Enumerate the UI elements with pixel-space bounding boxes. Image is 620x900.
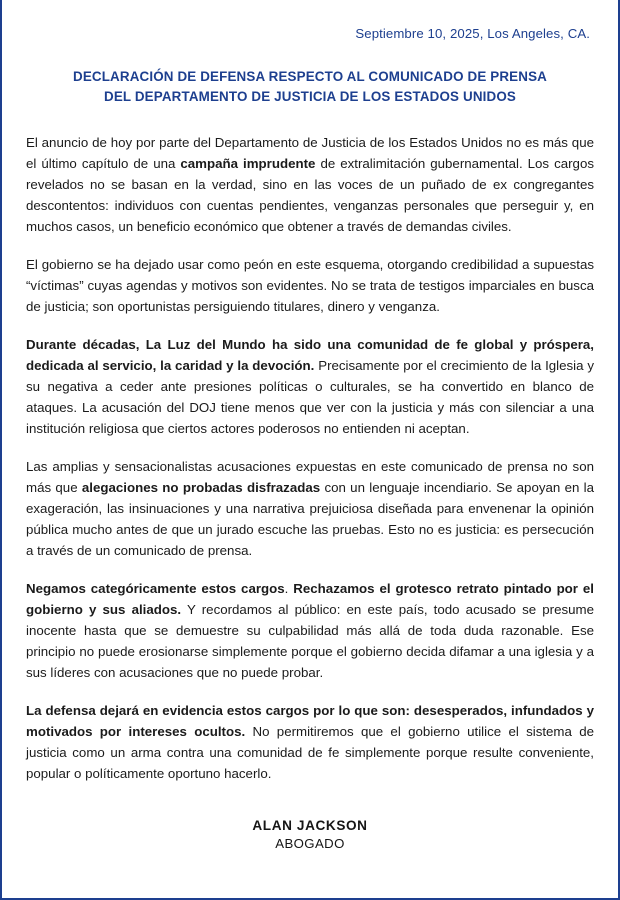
body-text: El anuncio de hoy por parte del Departamento de Justicia de los Estados Unidos no es más que el último capítulo de una xyxy=(26,134,594,171)
emphasis-text: Durante décadas, La Luz del Mundo ha sido una comunidad de fe global y próspera, dedicada al servicio, la caridad y la devoción. xyxy=(26,336,594,373)
body-text: El gobierno se ha dejado usar como peón en este esquema, otorgando credibilidad a supuestas “víctimas” cuyas agendas y motivos son evidentes. No se trata de testigos imparciales en busca de justicia; son oportunistas persiguiendo titulares, dinero y venganza. xyxy=(26,256,594,314)
emphasis-text: Negamos categóricamente estos cargos xyxy=(26,580,285,596)
paragraph xyxy=(26,578,594,683)
body-text: Y recordamos al público: en este país, todo acusado se presume inocente hasta que se demuestre su culpabilidad más allá de toda duda razonable. Ese principio no puede erosionarse simplemente porque el gobierno decida difamar a una iglesia y a sus líderes con acusaciones que no puede probar. xyxy=(26,601,594,680)
page-title-line-2: DEL DEPARTAMENTO DE JUSTICIA DE LOS ESTADOS UNIDOS xyxy=(104,89,516,105)
signature-role: ABOGADO xyxy=(275,835,345,851)
emphasis-text: campaña imprudente xyxy=(180,155,316,171)
body-text: de extralimitación gubernamental. Los cargos revelados no se basan en la verdad, sino en las voces de un puñado de ex congregantes descontentos: individuos con cuentas pendientes, venganzas personales que perseguir y, en muchos casos, un beneficio económico que obtener a través de demandas civiles. xyxy=(26,155,594,234)
paragraph xyxy=(26,254,594,317)
date-line: Septiembre 10, 2025, Los Angeles, CA. xyxy=(355,26,590,41)
paragraph xyxy=(26,456,594,561)
body-text: con un lenguaje incendiario. Se apoyan en la exageración, las insinuaciones y una narrativa prejuiciosa diseñada para envenenar la opinión pública mucho antes de que un jurado escuche las pruebas. Esto no es justicia: es persecución a través de un comunicado de prensa. xyxy=(26,479,595,558)
paragraph xyxy=(26,700,594,784)
paragraph xyxy=(26,132,594,237)
document-body xyxy=(26,132,594,784)
page-title xyxy=(32,67,588,108)
body-text: Las amplias y sensacionalistas acusaciones expuestas en este comunicado de prensa no son más que xyxy=(26,458,594,495)
emphasis-text: La defensa dejará en evidencia estos cargos por lo que son: desesperados, infundados y motivados por intereses ocultos. xyxy=(26,702,594,739)
body-text: No permitiremos que el gobierno utilice el sistema de justicia como un arma contra una comunidad de fe simplemente porque resulte conveniente, popular o políticamente oportuno hacerlo. xyxy=(26,723,594,781)
signature-name: ALAN JACKSON xyxy=(252,817,368,833)
body-text: . xyxy=(284,580,294,596)
paragraph xyxy=(26,334,594,439)
page-title-line-1: DECLARACIÓN DE DEFENSA RESPECTO AL COMUNICADO DE PRENSA xyxy=(73,69,547,84)
signature-block xyxy=(26,818,594,851)
body-text: Precisamente por el crecimiento de la Iglesia y su negativa a ceder ante presiones políticas o culturales, se ha convertido en blanco de ataques. La acusación del DOJ tiene menos que ver con la justicia y más con silenciar a una institución religiosa que ciertos actores poderosos no entienden ni aceptan. xyxy=(26,357,594,436)
emphasis-text: alegaciones no probadas disfrazadas xyxy=(81,479,321,495)
emphasis-text: Rechazamos el grotesco retrato pintado por el gobierno y sus aliados. xyxy=(26,580,594,617)
